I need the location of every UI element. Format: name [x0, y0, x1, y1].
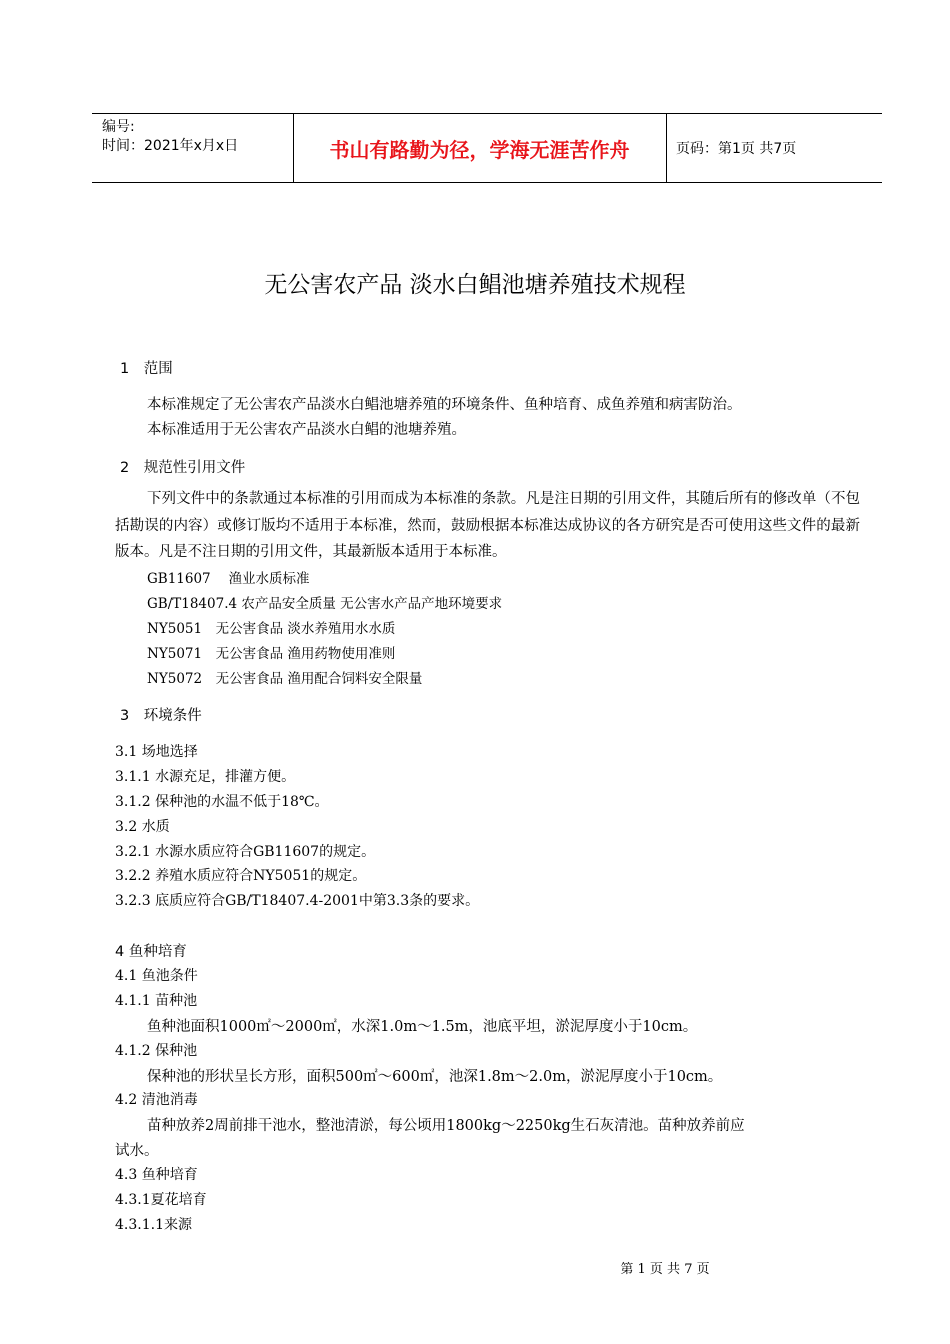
clause: 3.2.1 水源水质应符合GB11607的规定。 [115, 844, 376, 860]
reference-item: NY5071 无公害食品 渔用药物使用准则 [147, 646, 396, 662]
page-footer: 第 1 页 共 7 页 [620, 1262, 710, 1277]
reference-item: GB11607 渔业水质标准 [147, 571, 310, 587]
subsection-heading: 4.3 鱼种培育 [115, 1167, 198, 1183]
clause: 3.1.2 保种池的水温不低于18℃。 [115, 794, 329, 810]
section-heading-2: 2 规范性引用文件 [120, 460, 246, 476]
number-label: 编号: [102, 119, 135, 135]
subsection-heading: 4.1.1 苗种池 [115, 993, 198, 1009]
reference-item: NY5072 无公害食品 渔用配合饲料安全限量 [147, 671, 423, 687]
subsection-heading: 4.1.2 保种池 [115, 1043, 198, 1059]
clause: 3.1.1 水源充足，排灌方便。 [115, 769, 296, 785]
paragraph: 试水。 [115, 1143, 159, 1159]
paragraph: 本标准适用于无公害农产品淡水白鲳的池塘养殖。 [147, 422, 466, 438]
subsection-heading: 3.1 场地选择 [115, 744, 198, 760]
reference-item: GB/T18407.4 农产品安全质量 无公害水产品产地环境要求 [147, 596, 503, 612]
subsection-heading: 4.2 清池消毒 [115, 1092, 198, 1108]
document-title: 无公害农产品 淡水白鲳池塘养殖技术规程 [264, 272, 686, 298]
section-heading-1: 1 范围 [120, 361, 173, 377]
paragraph: 鱼种池面积1000㎡～2000㎡，水深1.0m～1.5m，池底平坦，淤泥厚度小于10cm。 [147, 1019, 698, 1035]
subsection-heading: 3.2 水质 [115, 819, 170, 835]
header-table [92, 113, 882, 183]
paragraph: 本标准规定了无公害农产品淡水白鲳池塘养殖的环境条件、鱼种培育、成鱼养殖和病害防治。 [147, 397, 742, 413]
header-meta [102, 118, 238, 156]
subsection-heading: 4.3.1夏花培育 [115, 1192, 207, 1208]
subsection-heading: 4.3.1.1来源 [115, 1217, 192, 1233]
section-heading-4: 4 鱼种培育 [115, 944, 187, 960]
subsection-heading: 4.1 鱼池条件 [115, 968, 198, 984]
clause: 3.2.2 养殖水质应符合NY5051的规定。 [115, 868, 367, 884]
header-divider [666, 114, 667, 182]
paragraph: 保种池的形状呈长方形，面积500㎡～600㎡，池深1.8m～2.0m，淤泥厚度小于10cm。 [147, 1069, 723, 1085]
header-page-info: 页码：第1页 共7页 [676, 141, 797, 157]
date-label: 时间：2021年x月x日 [102, 138, 239, 154]
header-motto: 书山有路勤为径，学海无涯苦作舟 [329, 137, 630, 162]
paragraph: 苗种放养2周前排干池水，整池清淤，每公顷用1800kg～2250kg生石灰清池。苗种放养前应 [147, 1118, 745, 1134]
reference-item: NY5051 无公害食品 淡水养殖用水水质 [147, 621, 396, 637]
clause: 3.2.3 底质应符合GB/T18407.4-2001中第3.3条的要求。 [115, 893, 480, 909]
paragraph: 下列文件中的条款通过本标准的引用而成为本标准的条款。凡是注日期的引用文件，其随后所有的修改单（不包括勘误的内容）或修订版均不适用于本标准，然而，鼓励根据本标准达成协议的各方研究是否可使用这些文件的最新版本。凡是不注日期的引用文件，其最新版本适用于本标准。 [115, 491, 860, 560]
section-heading-3: 3 环境条件 [120, 708, 202, 724]
